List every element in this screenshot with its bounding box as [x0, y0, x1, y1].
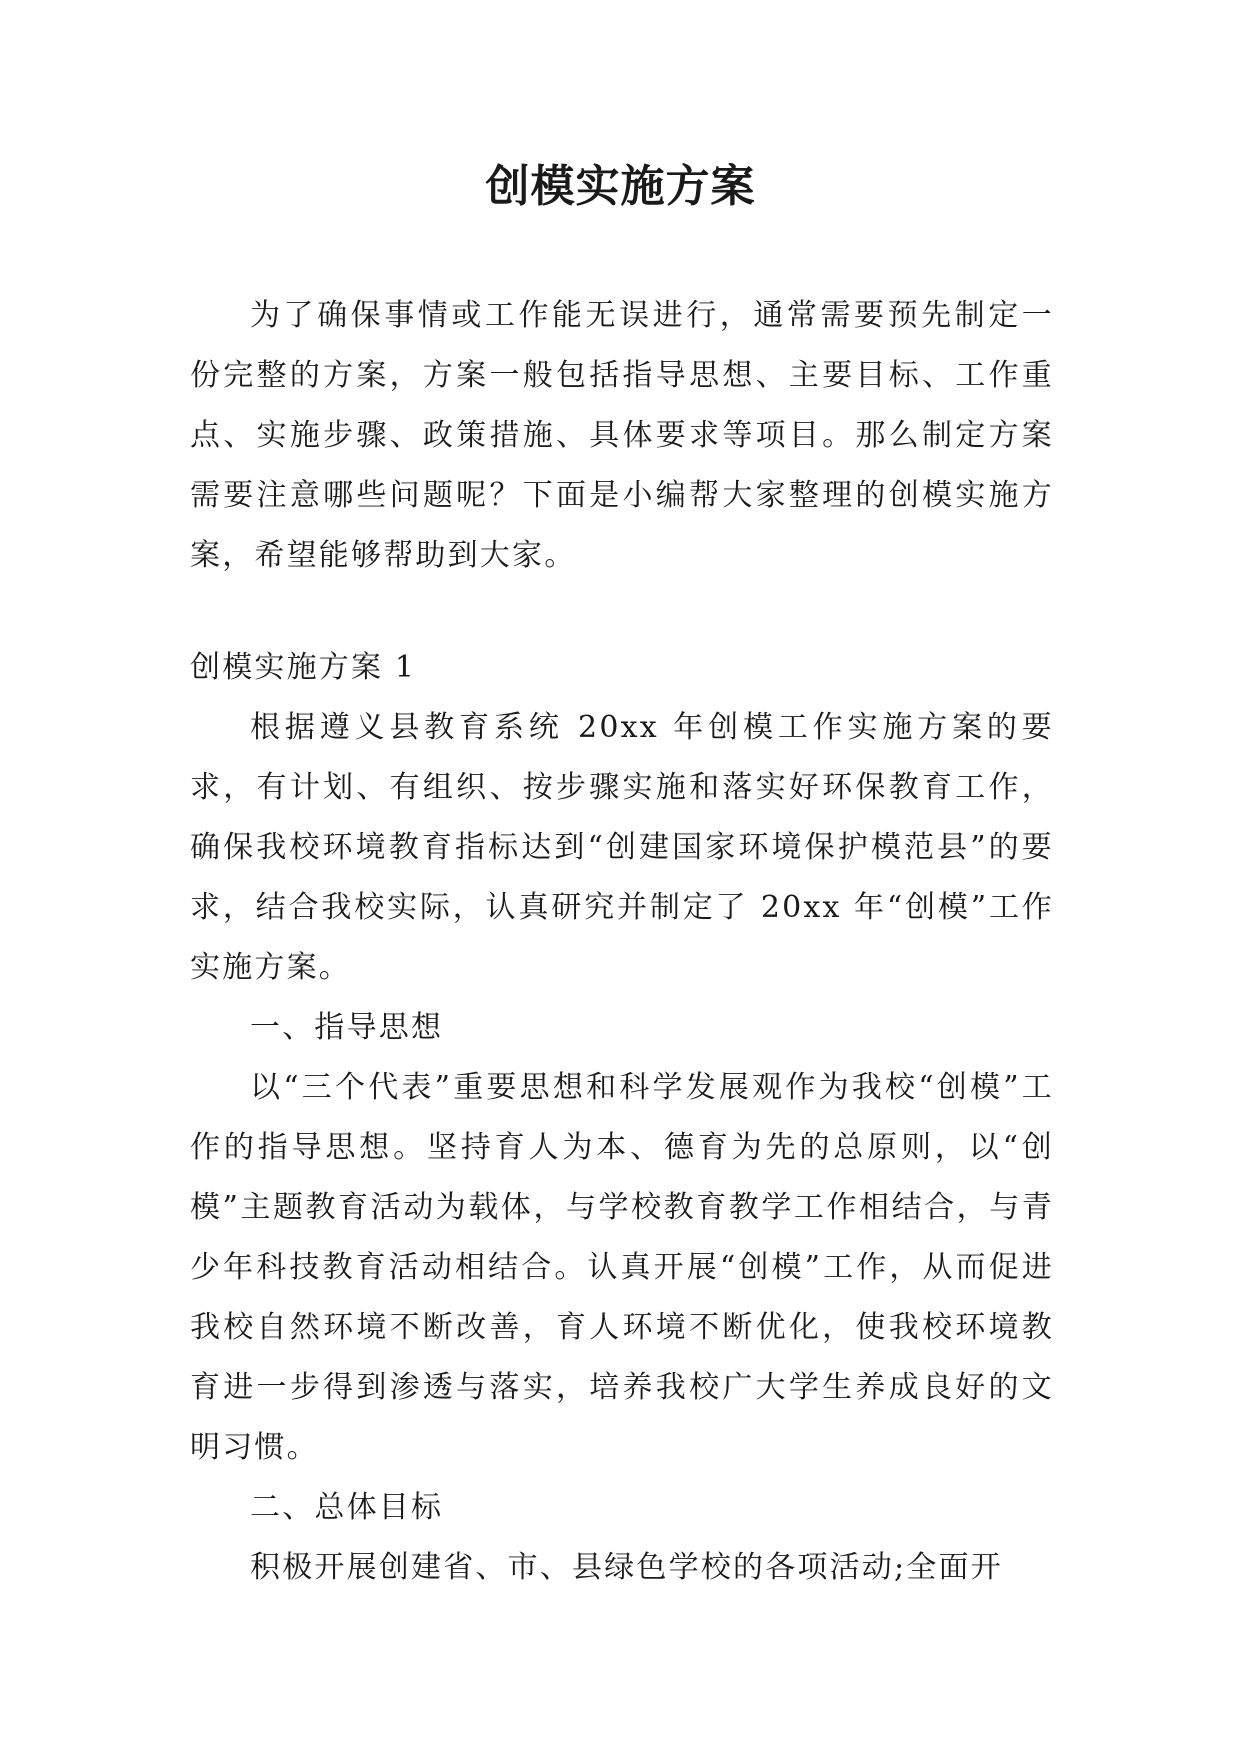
main-block	[190, 638, 1054, 1598]
intro-block	[190, 286, 1054, 586]
heading-overall-goal: 二、总体目标	[250, 1490, 444, 1525]
paragraph-requirements: 根据遵义县教育系统 20xx 年创模工作实施方案的要求，有计划、有组织、按步骤实施和落实好环保教育工作，确保我校环境教育指标达到“创建国家环境保护模范县”的要求，结合我校实际，认真研究并制定了 20xx 年“创模”工作实施方案。	[190, 710, 1054, 985]
paragraph-overall-goal: 积极开展创建省、市、县绿色学校的各项活动;全面开	[250, 1550, 1003, 1585]
heading-guiding-ideology: 一、指导思想	[250, 1010, 444, 1045]
intro-paragraph: 为了确保事情或工作能无误进行，通常需要预先制定一份完整的方案，方案一般包括指导思想、主要目标、工作重点、实施步骤、政策措施、具体要求等项目。那么制定方案需要注意哪些问题呢？下面是小编帮大家整理的创模实施方案，希望能够帮助到大家。	[190, 298, 1054, 573]
document-title: 创模实施方案	[485, 161, 756, 212]
section-title: 创模实施方案 1	[190, 650, 417, 685]
paragraph-guiding-ideology: 以“三个代表”重要思想和科学发展观作为我校“创模”工作的指导思想。坚持育人为本、德育为先的总原则，以“创模”主题教育活动为载体，与学校教育教学工作相结合，与青少年科技教育活动相结合。认真开展“创模”工作，从而促进我校自然环境不断改善，育人环境不断优化，使我校环境教育进一步得到渗透与落实，培养我校广大学生养成良好的文明习惯。	[190, 1070, 1054, 1465]
